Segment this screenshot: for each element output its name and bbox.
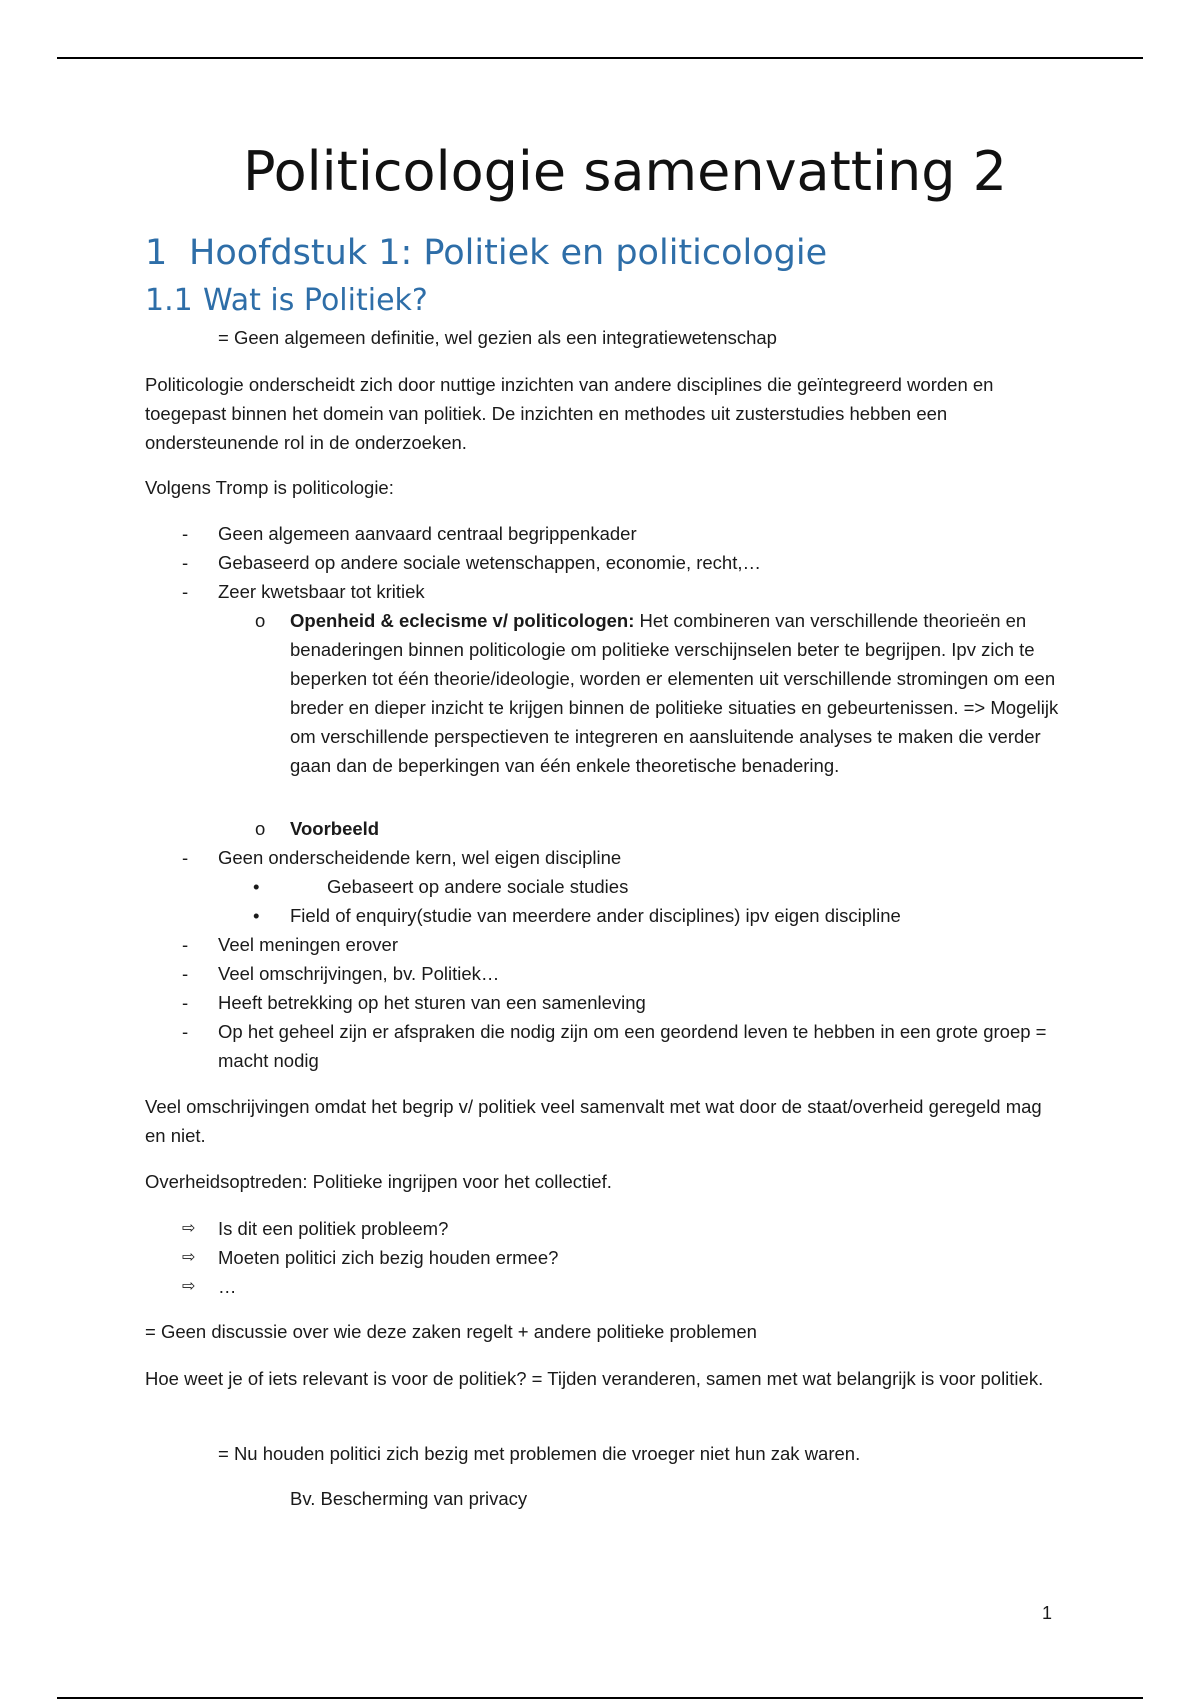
paragraph-3: Overheidsoptreden: Politieke ingrijpen voor het collectief. — [145, 1171, 612, 1192]
heading-2-text: Wat is Politiek? — [203, 283, 428, 318]
dash-marker: - — [182, 847, 189, 868]
paragraph-7: Bv. Bescherming van privacy — [290, 1488, 528, 1509]
arrow-item: Moeten politici zich bezig houden ermee? — [218, 1247, 559, 1268]
paragraph-1: Politicologie onderscheidt zich door nuttige inzichten van andere disciplines die geïntegreerd worden en toegepast binnen het domein van politiek. De inzichten en methodes uit zusterstudies hebben een ondersteunende rol in de onderzoeken. — [145, 374, 994, 453]
arrow-icon: ⇨ — [182, 1220, 196, 1237]
arrow-item: … — [218, 1276, 237, 1297]
list-item: Zeer kwetsbaar tot kritiek — [218, 581, 425, 602]
list-item: Veel omschrijvingen, bv. Politiek… — [218, 963, 500, 984]
heading-2-number: 1.1 — [145, 283, 193, 318]
heading-2 — [145, 283, 428, 318]
sublist-item-openheid — [290, 606, 1070, 780]
sub1-text: Het combineren van verschillende theorieën en benaderingen binnen politicologie om politieke verschijnselen beter te begrijpen. Ipv zich te beperken tot één theorie/ideologie, worden er elementen uit verschillende stromingen om een breder en dieper inzicht te krijgen binnen de politieke situaties en gebeurtenissen. => Mogelijk om verschillende perspectieven te integreren en aansluitende analyses te maken die verder gaan dan de beperkingen van één enkele theoretische benadering. — [290, 610, 1059, 776]
heading-1-text: Hoofdstuk 1: Politiek en politicologie — [189, 233, 828, 273]
page-number: 1 — [1042, 1603, 1053, 1623]
list-item: Heeft betrekking op het sturen van een samenleving — [218, 992, 646, 1013]
sub1-term: Openheid & eclecisme v/ politicologen: — [290, 610, 635, 631]
dash-marker: - — [182, 552, 189, 573]
list-item: Geen algemeen aanvaard centraal begrippenkader — [218, 523, 637, 544]
arrow-icon: ⇨ — [182, 1278, 196, 1295]
list-item: Veel meningen erover — [218, 934, 398, 955]
dash-marker: - — [182, 963, 189, 984]
sublist-item-voorbeeld: Voorbeeld — [290, 818, 380, 839]
dash-marker: - — [182, 1021, 189, 1042]
bullet-marker: • — [253, 876, 260, 897]
dash-marker: - — [182, 992, 189, 1013]
dash-marker: - — [182, 934, 189, 955]
document-title: Politicologie samenvatting 2 — [243, 140, 1007, 203]
circle-marker: o — [255, 818, 266, 839]
paragraph-5: Hoe weet je of iets relevant is voor de politiek? = Tijden veranderen, samen met wat belangrijk is voor politiek. — [145, 1368, 1044, 1389]
bullet-item: Gebaseert op andere sociale studies — [327, 876, 629, 897]
dash-marker: - — [182, 581, 189, 602]
heading-1 — [145, 233, 827, 273]
list-item: Geen onderscheidende kern, wel eigen discipline — [218, 847, 622, 868]
heading-1-number: 1 — [145, 233, 168, 273]
tromp-intro: Volgens Tromp is politicologie: — [145, 477, 394, 498]
bullet-item: Field of enquiry(studie van meerdere ander disciplines) ipv eigen discipline — [290, 905, 901, 926]
header-rule — [57, 57, 1143, 59]
footer-rule — [57, 1697, 1143, 1699]
arrow-icon: ⇨ — [182, 1249, 196, 1266]
paragraph-6: = Nu houden politici zich bezig met problemen die vroeger niet hun zak waren. — [218, 1443, 861, 1464]
paragraph-2: Veel omschrijvingen omdat het begrip v/ politiek veel samenvalt met wat door de staat/overheid geregeld mag en niet. — [145, 1096, 1042, 1146]
paragraph-4: = Geen discussie over wie deze zaken regelt + andere politieke problemen — [145, 1321, 757, 1342]
intro-line: = Geen algemeen definitie, wel gezien als een integratiewetenschap — [218, 327, 777, 348]
arrow-item: Is dit een politiek probleem? — [218, 1218, 449, 1239]
bullet-marker: • — [253, 905, 260, 926]
list-item: Op het geheel zijn er afspraken die nodig zijn om een geordend leven te hebben in een grote groep = macht nodig — [218, 1021, 1047, 1071]
dash-marker: - — [182, 523, 189, 544]
list-item: Gebaseerd op andere sociale wetenschappen, economie, recht,… — [218, 552, 762, 573]
circle-marker: o — [255, 610, 266, 631]
